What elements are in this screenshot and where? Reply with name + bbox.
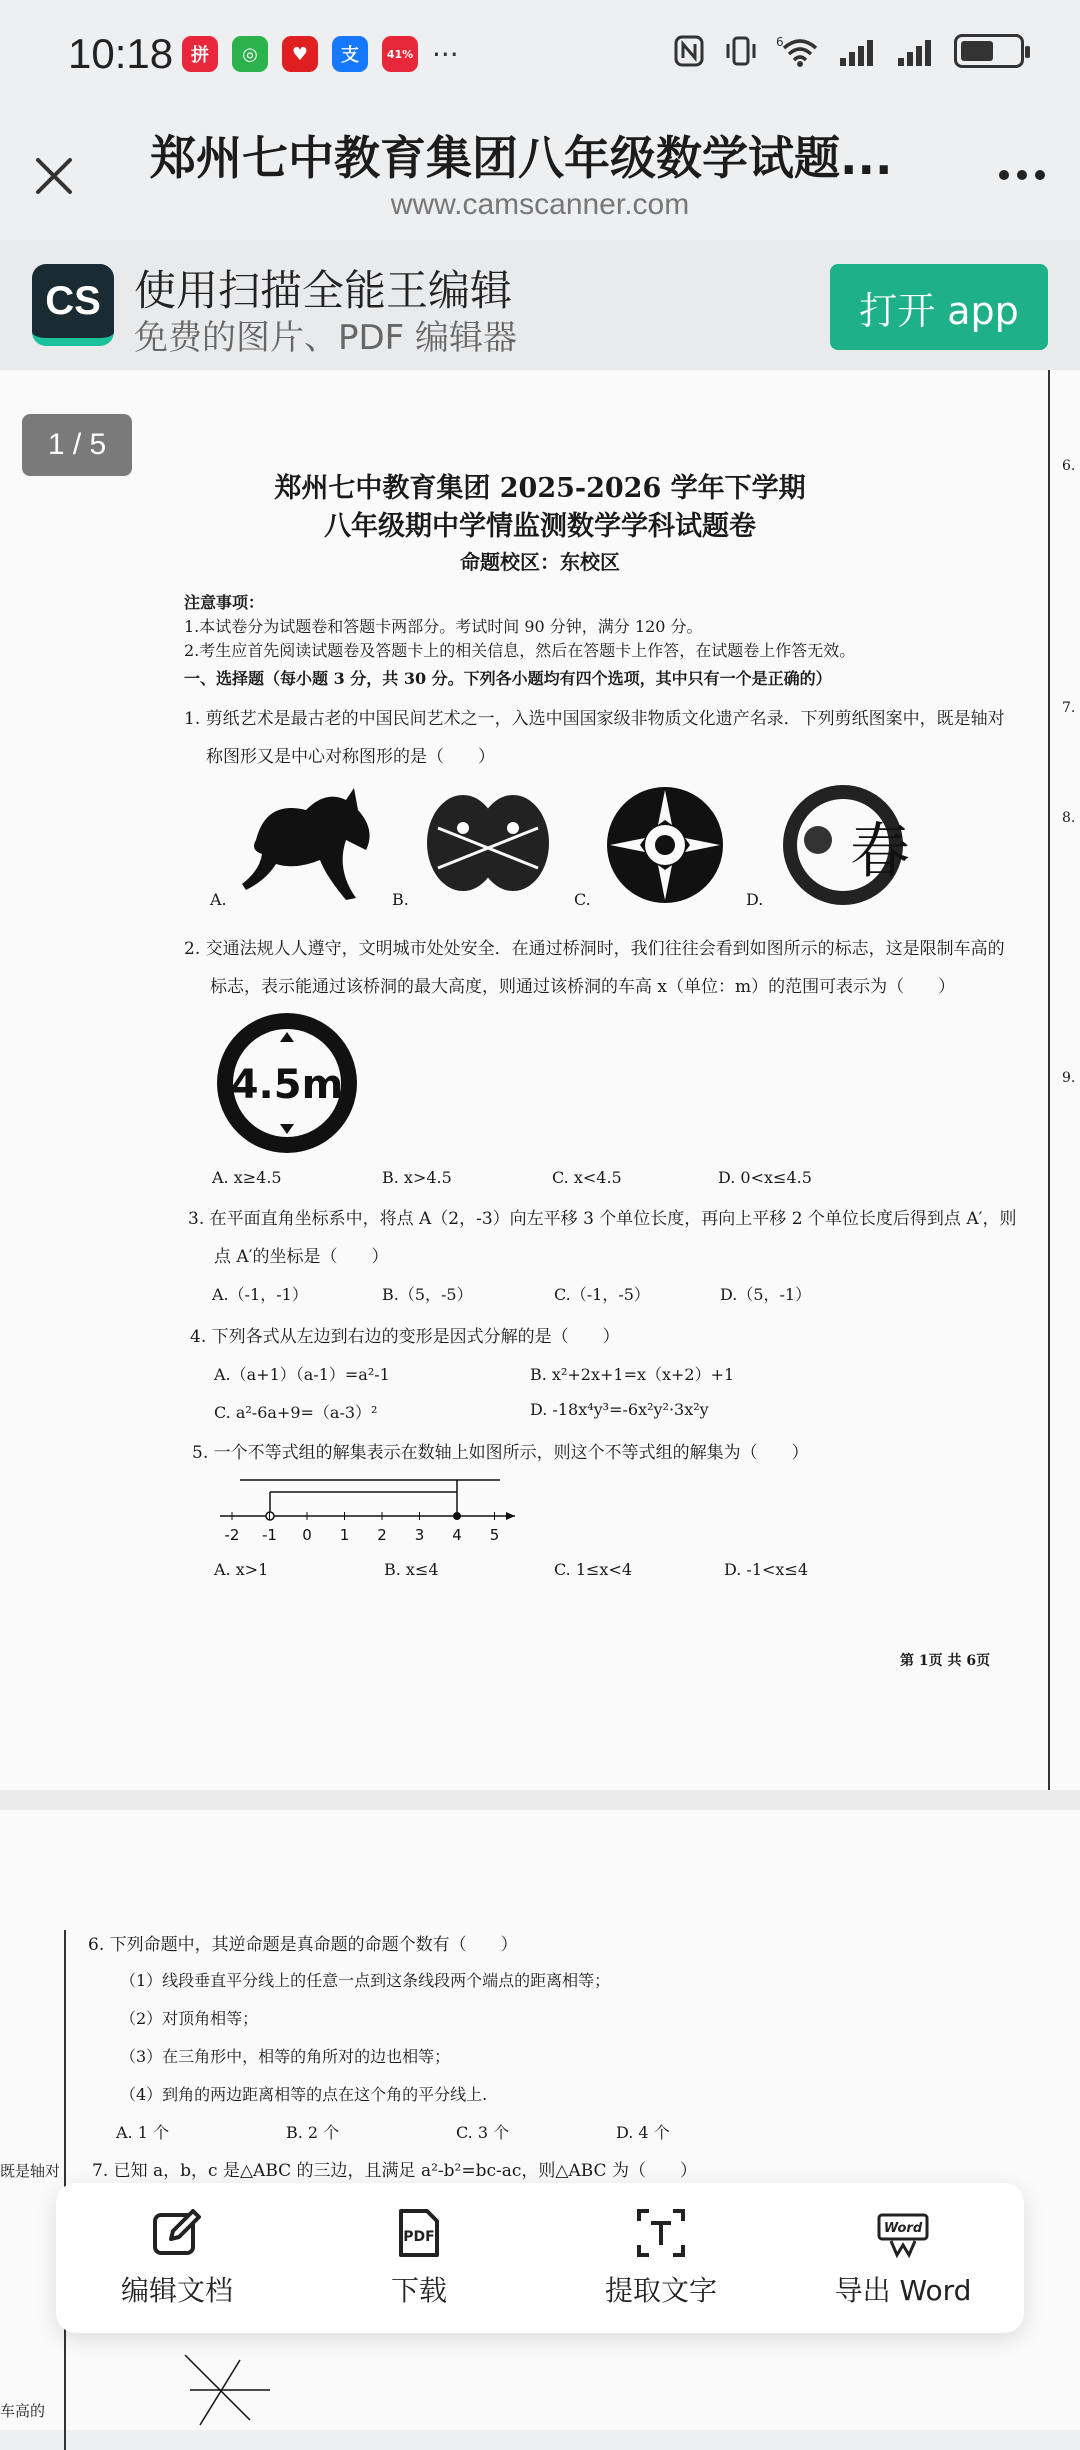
export-word-label: 导出 Word xyxy=(834,2274,972,2307)
horse-papercut-image xyxy=(236,780,386,910)
wechat-pay-icon: ◎ xyxy=(232,36,268,72)
question-1-line2: 称图形又是中心对称图形的是（ ） xyxy=(206,747,495,767)
previous-page-snippet: 既是轴对 xyxy=(0,2162,61,2180)
q1-option-c: C. xyxy=(574,890,591,909)
promo-subtitle: 免费的图片、PDF 编辑器 xyxy=(134,318,518,358)
open-app-button[interactable]: 打开 app xyxy=(830,264,1048,350)
more-notifications-icon: ··· xyxy=(432,37,459,71)
spring-character: 春 xyxy=(850,817,910,887)
dot-icon xyxy=(1035,170,1045,180)
axis-tick-label: 5 xyxy=(489,1526,500,1544)
q4-option-c: C. a²-6a+9=（a-3）² xyxy=(214,1403,378,1422)
notes-heading: 注意事项： xyxy=(184,593,265,612)
side-number: 6. xyxy=(1062,458,1076,474)
pdf-download-icon xyxy=(393,2207,445,2259)
question-6: 6. 下列命题中，其逆命题是真命题的命题个数有（ ） xyxy=(88,1935,518,1955)
fish-papercut-image xyxy=(418,788,558,908)
axis-tick-label: 2 xyxy=(377,1526,387,1544)
dot-icon xyxy=(1017,170,1027,180)
q5-option-c: C. 1≤x<4 xyxy=(554,1560,633,1579)
axis-tick-label: 3 xyxy=(414,1526,425,1544)
more-menu-button[interactable] xyxy=(994,160,1050,190)
page-indicator: 1 / 5 xyxy=(22,414,132,476)
wifi-icon xyxy=(776,34,820,68)
dot-icon xyxy=(999,170,1009,180)
question-2-line2: 标志，表示能通过该桥洞的最大高度，则通过该桥洞的车高 x（单位：m）的范围可表示为（ ） xyxy=(210,977,956,997)
spring-papercut-image xyxy=(778,780,908,910)
browser-header xyxy=(0,110,1080,240)
document-viewer[interactable] xyxy=(0,370,1080,2420)
side-number: 8. xyxy=(1062,810,1076,826)
download-button[interactable] xyxy=(298,2183,540,2333)
axis-tick-label: 4 xyxy=(452,1526,462,1544)
q5-option-b: B. x≤4 xyxy=(384,1560,439,1579)
question-3-line2: 点 A′的坐标是（ ） xyxy=(214,1247,389,1267)
text-extract-icon xyxy=(635,2207,687,2259)
geometry-figure-image xyxy=(180,2350,280,2430)
document-page-1 xyxy=(0,370,1080,1790)
document-page-2 xyxy=(0,1810,1080,2430)
side-number: 7. xyxy=(1062,700,1076,716)
question-2-line1: 2. 交通法规人人遵守，文明城市处处安全．在通过桥洞时，我们往往会看到如图所示的标志，这是限制车高的 xyxy=(184,939,1005,959)
exam-title-line2: 八年级期中学情监测数学学科试题卷 xyxy=(324,511,756,542)
q1-option-d: D. xyxy=(746,890,764,909)
page-title: 郑州七中教育集团八年级数学试题... xyxy=(150,131,893,185)
notification-app-icon: 41% xyxy=(382,36,418,72)
page-footer: 第 1页 共 6页 xyxy=(900,1653,991,1669)
page-edge-line xyxy=(1048,370,1050,1790)
question-5: 5. 一个不等式组的解集表示在数轴上如图所示，则这个不等式组的解集为（ ） xyxy=(192,1443,809,1463)
heart-app-icon: ♥ xyxy=(282,36,318,72)
side-number: 9. xyxy=(1062,1070,1076,1086)
q2-option-b: B. x>4.5 xyxy=(382,1168,452,1187)
camscanner-logo: CS xyxy=(32,264,114,346)
q4-option-d: D. -18x⁴y³=-6x²y²·3x²y xyxy=(530,1400,709,1419)
nfc-icon xyxy=(672,34,706,68)
alipay-icon: 支 xyxy=(332,36,368,72)
axis-tick-label: 1 xyxy=(339,1526,350,1544)
signal-icon-1 xyxy=(838,34,878,68)
q6-item-1: （1）线段垂直平分线上的任意一点到这条线段两个端点的距离相等； xyxy=(120,1971,611,1990)
pdf-icon-text: PDF xyxy=(403,2229,435,2245)
q5-option-a: A. x>1 xyxy=(214,1560,269,1579)
number-line-image xyxy=(210,1470,530,1550)
exam-campus: 命题校区：东校区 xyxy=(460,550,620,574)
pdd-icon: 拼 xyxy=(182,36,218,72)
exam-title-line1: 郑州七中教育集团 2025-2026 学年下学期 xyxy=(274,473,806,504)
q1-option-b: B. xyxy=(392,890,409,909)
signal-icon-2 xyxy=(896,34,936,68)
bottom-toolbar xyxy=(56,2183,1024,2333)
q6-option-d: D. 4 个 xyxy=(616,2123,670,2142)
download-label: 下载 xyxy=(390,2274,447,2307)
question-4: 4. 下列各式从左边到右边的变形是因式分解的是（ ） xyxy=(190,1327,620,1347)
note-1: 1.本试卷分为试题卷和答题卡两部分。考试时间 90 分钟，满分 120 分。 xyxy=(184,617,703,636)
status-system-icons xyxy=(672,34,1024,68)
axis-tick-label: -1 xyxy=(262,1526,277,1544)
height-limit-value: 4.5m xyxy=(230,1062,344,1108)
q6-option-b: B. 2 个 xyxy=(286,2123,340,2142)
q3-option-d: D.（5，-1） xyxy=(720,1285,812,1304)
q6-option-c: C. 3 个 xyxy=(456,2123,510,2142)
question-3-line1: 3. 在平面直角坐标系中，将点 A（2，-3）向左平移 3 个单位长度，再向上平移 2 个单位长度后得到点 A′，则 xyxy=(188,1209,1017,1229)
q2-option-c: C. x<4.5 xyxy=(552,1168,622,1187)
section-1-heading: 一、选择题（每小题 3 分，共 30 分。下列各小题均有四个选项，其中只有一个是正确的） xyxy=(184,669,832,688)
q5-option-d: D. -1<x≤4 xyxy=(724,1560,809,1579)
axis-tick-label: 0 xyxy=(302,1526,312,1544)
word-icon-text: Word xyxy=(883,2221,923,2236)
export-word-button[interactable] xyxy=(782,2183,1024,2333)
question-1-line1: 1. 剪纸艺术是最古老的中国民间艺术之一，入选中国国家级非物质文化遗产名录．下列剪纸图案中，既是轴对 xyxy=(184,709,1005,729)
q2-option-d: D. 0<x≤4.5 xyxy=(718,1168,812,1187)
q3-option-c: C.（-1，-5） xyxy=(554,1285,650,1304)
note-2: 2.考生应首先阅读试题卷及答题卡上的相关信息，然后在答题卡上作答，在试题卷上作答无效。 xyxy=(184,641,856,660)
status-bar xyxy=(0,0,1080,110)
extract-text-label: 提取文字 xyxy=(604,2274,717,2307)
edit-document-label: 编辑文档 xyxy=(120,2274,233,2307)
page-url: www.camscanner.com xyxy=(390,188,690,221)
flower-papercut-image xyxy=(600,780,730,910)
q2-option-a: A. x≥4.5 xyxy=(212,1168,282,1187)
network-6-label: 6 xyxy=(776,35,784,49)
q4-option-b: B. x²+2x+1=x（x+2）+1 xyxy=(530,1365,735,1384)
status-time: 10:18 xyxy=(68,30,174,77)
q3-option-a: A.（-1，-1） xyxy=(212,1285,308,1304)
q6-item-3: （3）在三角形中，相等的角所对的边也相等； xyxy=(120,2047,451,2066)
battery-level xyxy=(961,41,993,61)
height-limit-sign-image xyxy=(214,1010,360,1156)
promo-title: 使用扫描全能王编辑 xyxy=(134,266,513,315)
question-7: 7. 已知 a，b，c 是△ABC 的三边，且满足 a²-b²=bc-ac，则△ABC 为（ ） xyxy=(92,2161,697,2181)
status-app-icons xyxy=(182,36,459,72)
edit-icon xyxy=(151,2207,203,2259)
q6-item-4: （4）到角的两边距离相等的点在这个角的平分线上. xyxy=(120,2085,488,2104)
promo-banner xyxy=(0,240,1080,370)
word-export-icon xyxy=(877,2207,929,2259)
battery-icon xyxy=(954,34,1024,68)
edit-document-button[interactable] xyxy=(56,2183,298,2333)
previous-page-snippet: 车高的 xyxy=(0,2402,46,2420)
extract-text-button[interactable] xyxy=(540,2183,782,2333)
q1-option-a: A. xyxy=(210,890,227,909)
vibrate-icon xyxy=(724,34,758,68)
axis-tick-label: -2 xyxy=(224,1526,240,1544)
q6-option-a: A. 1 个 xyxy=(116,2123,169,2142)
q6-item-2: （2）对顶角相等； xyxy=(120,2009,259,2028)
q3-option-b: B.（5，-5） xyxy=(382,1285,473,1304)
q4-option-a: A.（a+1）（a-1）=a²-1 xyxy=(214,1365,390,1384)
